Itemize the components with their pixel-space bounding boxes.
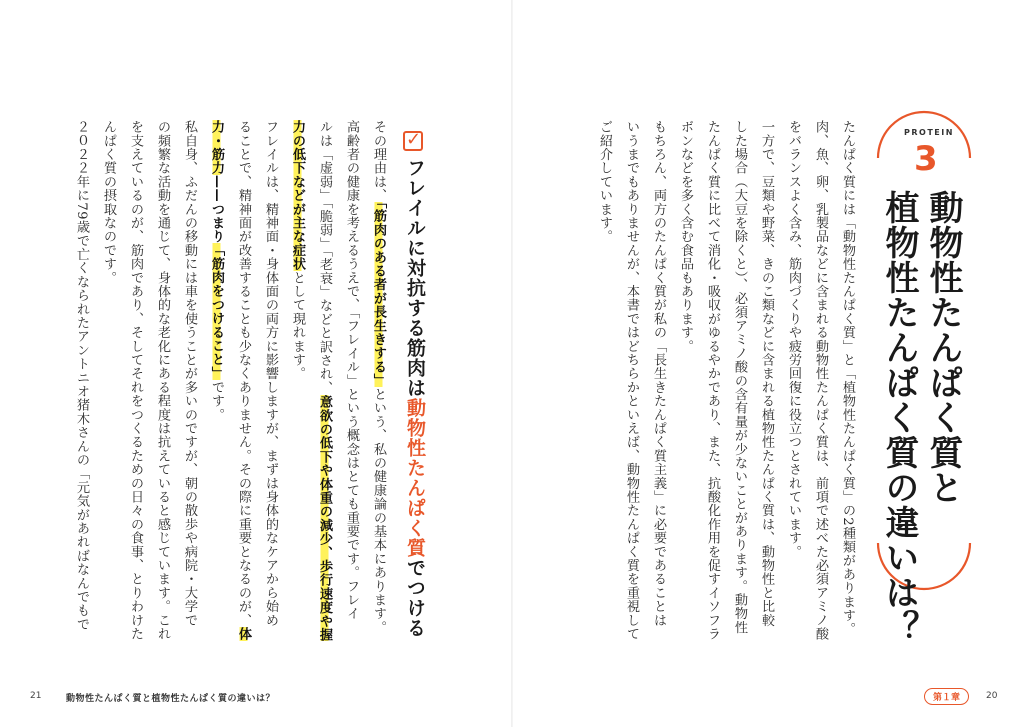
left-l3-highlight: 意欲の低下や体重の減少、歩行速度や握 [317, 394, 332, 642]
running-head: 動物性たんぱく質と植物性たんぱく質の違いは？ [66, 694, 276, 704]
left-line-5: フレイルは、精神面・身体面の両方に影響しますが、まずは身体的なケアから始め [263, 120, 278, 627]
left-line-11: んぱく質の摂取なのです。 [101, 120, 116, 285]
left-l7-highlight-2: 「筋肉をつけること」 [209, 243, 224, 381]
left-l7-post: です。 [209, 380, 224, 422]
left-l1-post: という、私の健康論の基本にあります。 [371, 387, 386, 635]
right-line-3: をバランスよく含み、筋肉づくりや疲労回復に役立つとされています。 [786, 120, 801, 559]
right-body-text [585, 120, 861, 650]
right-line-8: もちろん、両方のたんぱく質が私の「長生きたんぱく質主義」に必要であることは [651, 120, 666, 627]
left-l1-pre: その理由は、 [371, 120, 386, 203]
left-line-10: を支えているのが、筋肉であり、そしてそれをつくるための日々の食事、とりわけた [128, 120, 143, 641]
check-mark-icon: ✓ [406, 129, 422, 150]
right-line-1: たんぱく質には「動物性たんぱく質」と「植物性たんぱく質」の2種類があります。 [840, 120, 855, 636]
left-line-9: の頻繁な活動を通じて、身体的な老化にある程度は抗えていると感じています。これ [155, 120, 170, 641]
left-line-8: 私自身、ふだんの移動には車を使うことが多いのですが、朝の散歩や病院・大学で [182, 120, 197, 627]
left-l7-highlight-1: 力・筋力 [209, 120, 224, 175]
subhead-pre: フレイルに対抗する筋肉は [404, 158, 426, 398]
left-l7-bold: つまり [209, 202, 224, 244]
protein-label: PROTEIN [904, 128, 954, 137]
left-line-2: 高齢者の健康を考えるうえで、「フレイル」という概念はとても重要です。フレイ [344, 120, 359, 621]
protein-number: 3 [914, 139, 938, 179]
left-line-6 [236, 120, 251, 641]
left-line-12: ２０２２年に79歳で亡くなられたアントニオ猪木さんの「元気があればなんでもで [74, 120, 89, 631]
left-l4-post: として現れます。 [290, 270, 305, 381]
subhead-post: でつける [404, 558, 426, 638]
right-line-7: ボンなどを多く含む食品もあります。 [678, 120, 693, 353]
left-body-text [60, 120, 392, 650]
page-gutter [511, 0, 513, 727]
subhead-accent: 動物性たんぱく質 [404, 398, 426, 558]
section-subheading [402, 158, 429, 638]
left-line-1 [371, 120, 386, 634]
right-line-4: 一方で、豆類や野菜、きのこ類などに含まれる植物性たんぱく質は、動物性と比較 [759, 120, 774, 627]
left-l6-highlight: 体 [236, 626, 251, 641]
left-l7-dash: —— [209, 174, 224, 203]
title-line-1: 動物性たんぱく質と [923, 190, 963, 505]
left-l4-highlight: 力の低下などが主な症状 [290, 120, 305, 271]
title-line-2: 植物性たんぱく質の違いは？ [879, 190, 919, 645]
right-line-6: たんぱく質に比べて消化・吸収がゆるやかであり、また、抗酸化作用を促すイソフラ [705, 120, 720, 641]
left-l6-pre: ることで、精神面が改善することも少なくありません。その際に重要となるのが、 [236, 120, 251, 627]
left-l3-pre: ルは「虚弱」「脆弱」「老衰」などと訳され、 [317, 120, 332, 395]
right-line-10: ご紹介しています。 [597, 120, 612, 244]
left-folio: 21 [30, 691, 42, 701]
left-line-3 [317, 120, 332, 641]
right-line-5: した場合（大豆を除くと）、必須アミノ酸の含有量が少ないことがあります。動物性 [732, 120, 747, 634]
left-line-7 [209, 120, 224, 421]
right-folio: 20 [986, 691, 998, 701]
right-line-9: いうまでもありませんが、本書ではどちらかといえば、動物性たんぱく質を重視して [624, 120, 639, 641]
chapter-badge: 第１章 [924, 688, 969, 705]
right-line-2: 肉、魚、卵、乳製品などに含まれる動物性たんぱく質は、前項で述べた必須アミノ酸 [813, 120, 828, 641]
left-line-4 [290, 120, 305, 380]
left-l1-highlight: 「筋肉のある者が長生きする」 [371, 202, 386, 388]
